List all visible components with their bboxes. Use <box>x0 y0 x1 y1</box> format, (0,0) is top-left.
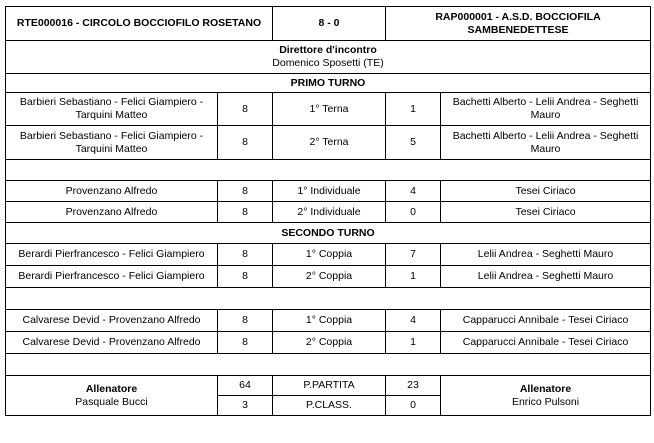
home-players: Calvarese Devid - Provenzano Alfredo <box>6 310 218 332</box>
home-score: 8 <box>218 93 273 126</box>
game-type: 1° Terna <box>273 93 386 126</box>
section-row <box>6 74 651 93</box>
away-players: Capparucci Annibale - Tesei Ciriaco <box>441 310 651 332</box>
game-type: 2° Coppia <box>273 332 386 354</box>
match-row <box>6 244 651 266</box>
footer-row <box>6 376 651 396</box>
home-players: Berardi Pierfrancesco - Felici Giampiero <box>6 244 218 266</box>
home-players: Barbieri Sebastiano - Felici Giampiero - Tarquini Matteo <box>6 93 218 126</box>
class-away: 0 <box>386 396 441 416</box>
spacer-row <box>6 354 651 376</box>
match-row <box>6 202 651 223</box>
home-score: 8 <box>218 126 273 160</box>
home-coach-cell <box>6 376 218 416</box>
away-score: 1 <box>386 266 441 288</box>
game-type: 2° Coppia <box>273 266 386 288</box>
away-players: Tesei Ciriaco <box>441 181 651 202</box>
partita-away: 23 <box>386 376 441 396</box>
home-team: RTE000016 - CIRCOLO BOCCIOFILO ROSETANO <box>6 7 273 41</box>
spacer-row <box>6 288 651 310</box>
home-score: 8 <box>218 332 273 354</box>
section-first-round: PRIMO TURNO <box>6 74 651 93</box>
director-cell <box>6 41 651 74</box>
away-score: 1 <box>386 93 441 126</box>
away-team: RAP000001 - A.S.D. BOCCIOFILA SAMBENEDETTESE <box>386 7 651 41</box>
home-score: 8 <box>218 202 273 223</box>
away-players: Capparucci Annibale - Tesei Ciriaco <box>441 332 651 354</box>
away-coach-cell <box>441 376 651 416</box>
final-score: 8 - 0 <box>273 7 386 41</box>
away-score: 4 <box>386 310 441 332</box>
partita-home: 64 <box>218 376 273 396</box>
home-players: Calvarese Devid - Provenzano Alfredo <box>6 332 218 354</box>
class-label: P.CLASS. <box>273 396 386 416</box>
director-row <box>6 41 651 74</box>
class-home: 3 <box>218 396 273 416</box>
game-type: 1° Individuale <box>273 181 386 202</box>
game-type: 1° Coppia <box>273 244 386 266</box>
away-players: Lelii Andrea - Seghetti Mauro <box>441 244 651 266</box>
home-players: Provenzano Alfredo <box>6 202 218 223</box>
section-row <box>6 223 651 244</box>
match-row <box>6 126 651 160</box>
director-name: Domenico Sposetti (TE) <box>272 57 384 69</box>
game-type: 1° Coppia <box>273 310 386 332</box>
match-row <box>6 266 651 288</box>
away-coach-label: Allenatore <box>519 382 572 395</box>
game-type: 2° Terna <box>273 126 386 160</box>
away-score: 1 <box>386 332 441 354</box>
home-players: Provenzano Alfredo <box>6 181 218 202</box>
away-score: 0 <box>386 202 441 223</box>
match-row <box>6 310 651 332</box>
match-row <box>6 181 651 202</box>
director-title: Direttore d'incontro <box>279 44 377 56</box>
home-players: Barbieri Sebastiano - Felici Giampiero - Tarquini Matteo <box>6 126 218 160</box>
game-type: 2° Individuale <box>273 202 386 223</box>
match-row <box>6 93 651 126</box>
partita-label: P.PARTITA <box>273 376 386 396</box>
match-report-table <box>5 6 651 416</box>
home-players: Berardi Pierfrancesco - Felici Giampiero <box>6 266 218 288</box>
spacer-row <box>6 160 651 181</box>
away-players: Bachetti Alberto - Lelii Andrea - Seghetti Mauro <box>441 126 651 160</box>
section-second-round: SECONDO TURNO <box>6 223 651 244</box>
away-score: 7 <box>386 244 441 266</box>
away-players: Bachetti Alberto - Lelii Andrea - Seghetti Mauro <box>441 93 651 126</box>
away-coach-name: Enrico Pulsoni <box>511 395 580 408</box>
away-score: 4 <box>386 181 441 202</box>
away-players: Tesei Ciriaco <box>441 202 651 223</box>
home-score: 8 <box>218 181 273 202</box>
away-players: Lelii Andrea - Seghetti Mauro <box>441 266 651 288</box>
away-score: 5 <box>386 126 441 160</box>
home-coach-label: Allenatore <box>85 382 138 395</box>
header-row <box>6 7 651 41</box>
home-coach-name: Pasquale Bucci <box>75 395 148 408</box>
home-score: 8 <box>218 310 273 332</box>
match-row <box>6 332 651 354</box>
home-score: 8 <box>218 244 273 266</box>
home-score: 8 <box>218 266 273 288</box>
